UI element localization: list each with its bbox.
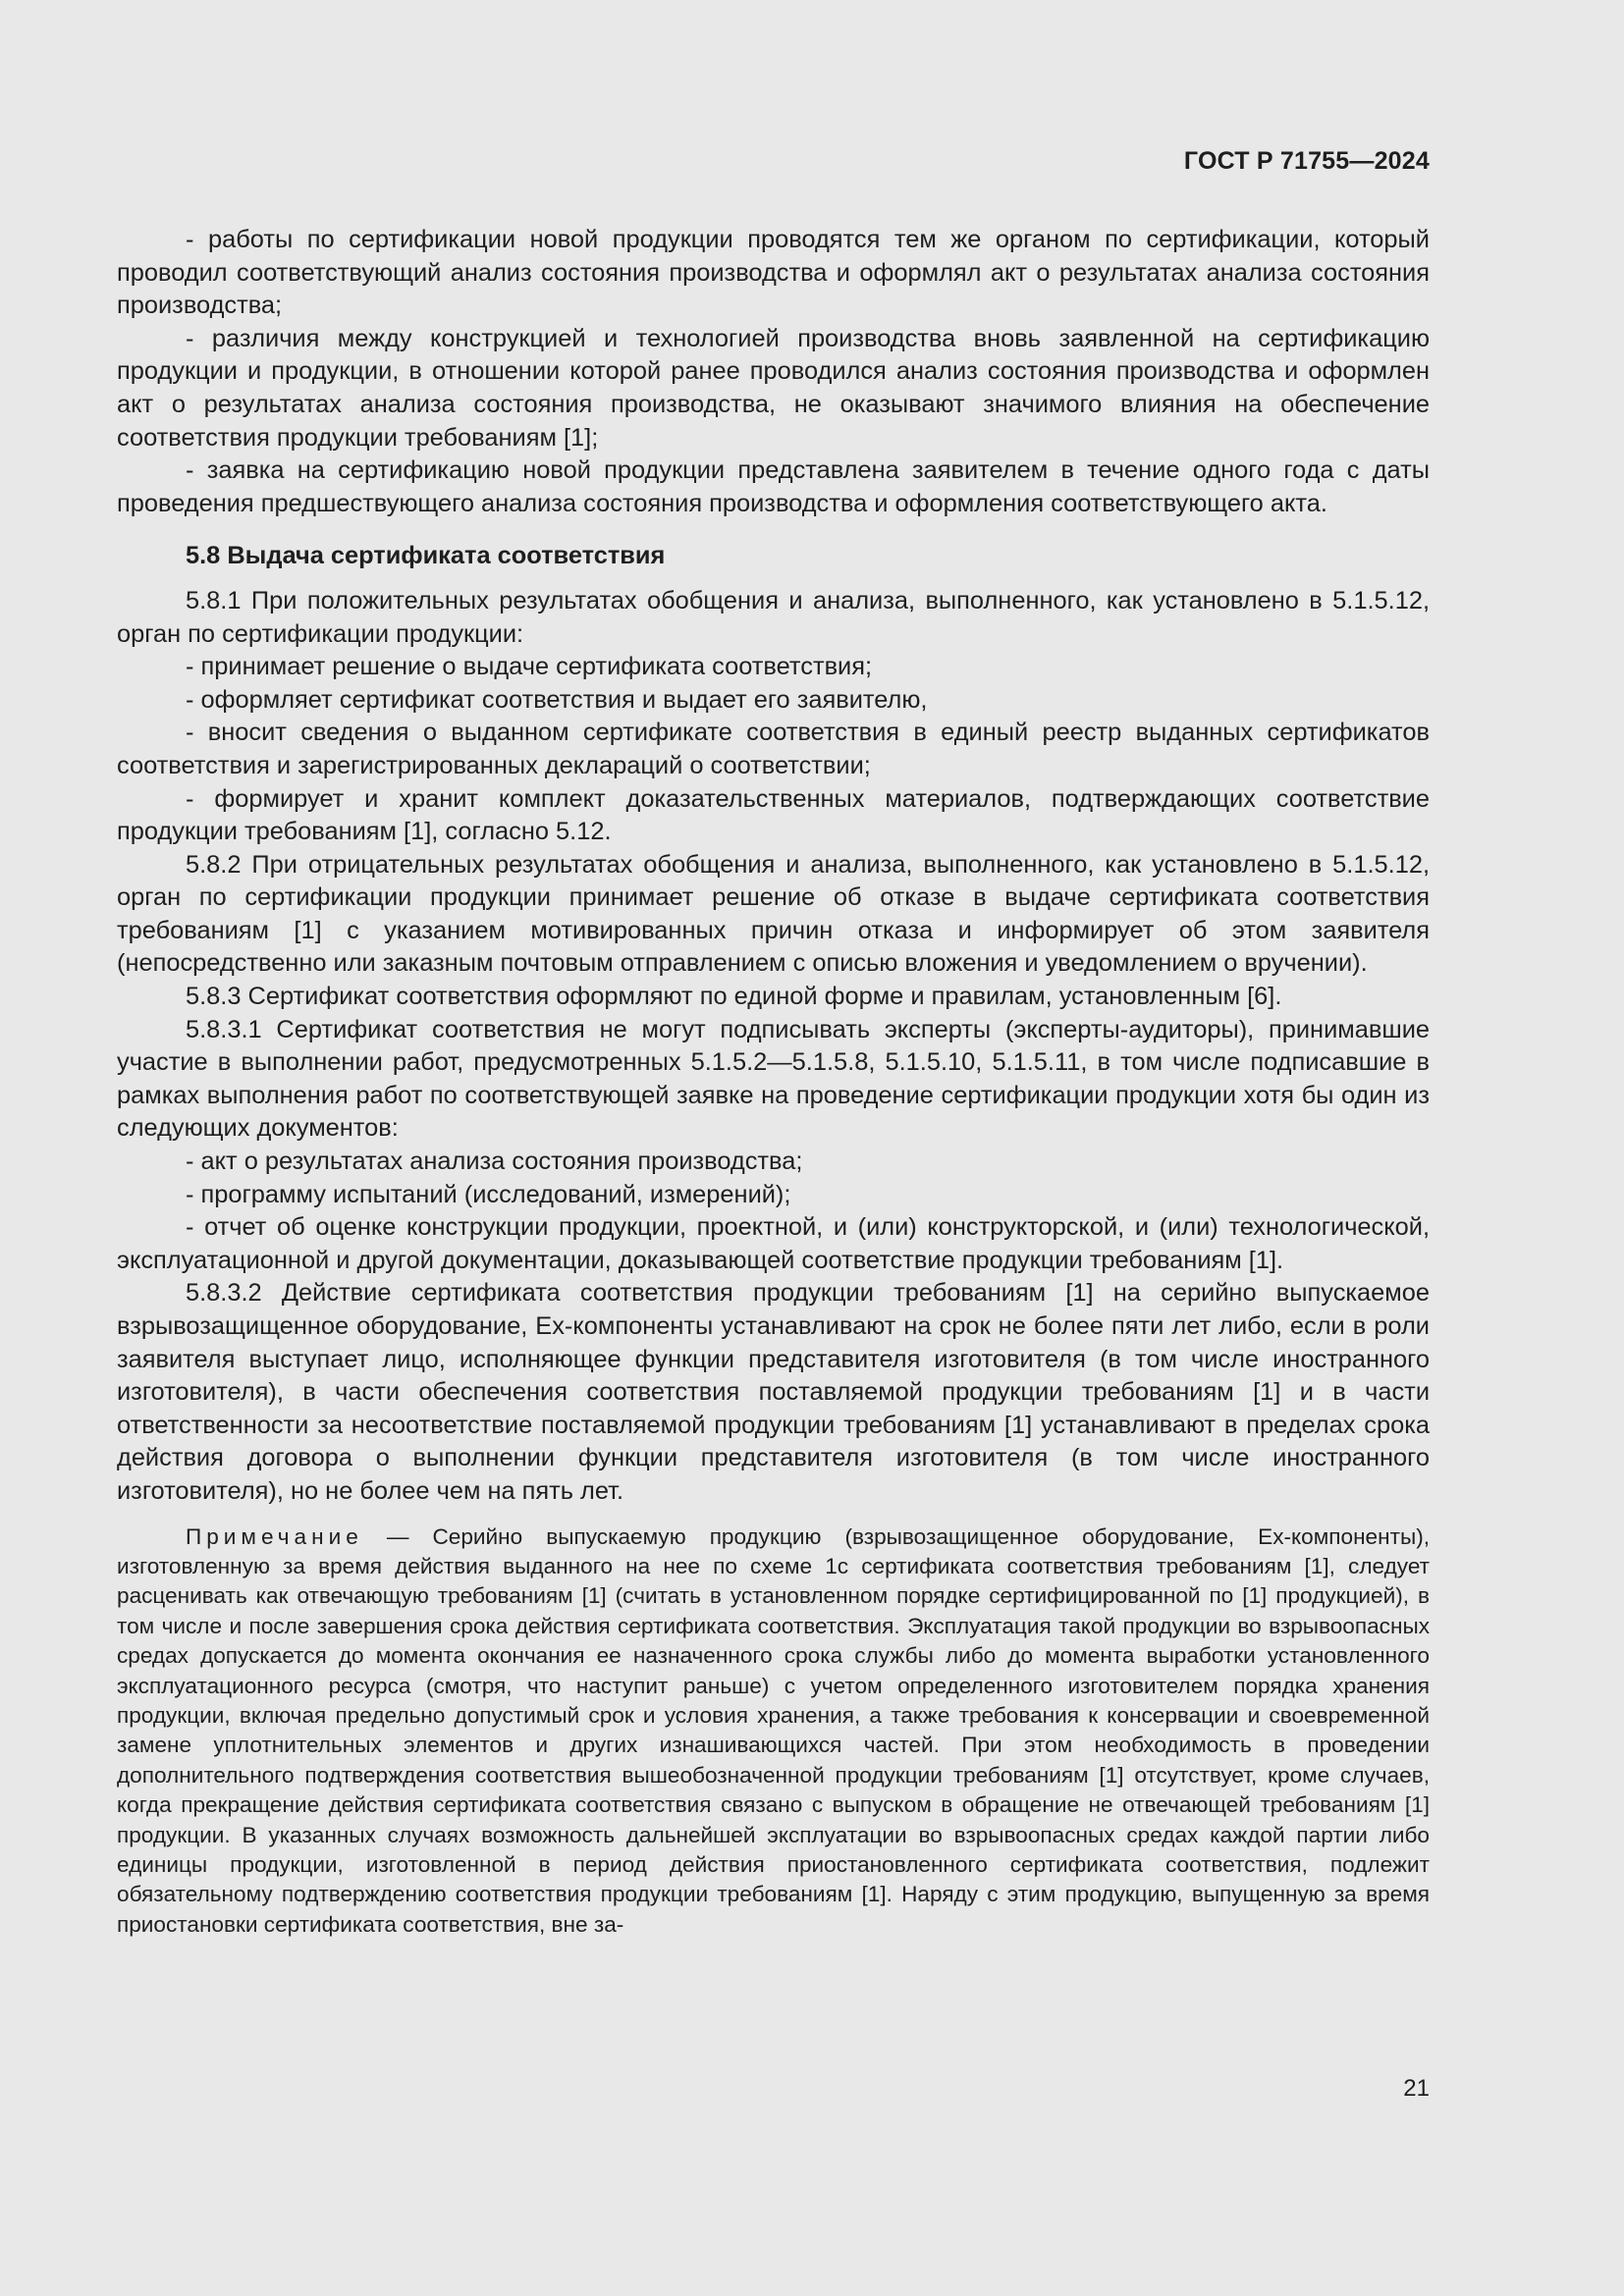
paragraph-5-8-1: 5.8.1 При положительных результатах обобщения и анализа, выполненного, как установлено в 5.1.5.12, орган по сертификации продукции: [117,586,1430,648]
standard-header: ГОСТ Р 71755—2024 [1183,147,1430,175]
page-content [117,224,1430,1940]
paragraph-5-8-3: 5.8.3 Сертификат соответствия оформляют по единой форме и правилам, установленным [6]. [186,983,1282,1011]
section-title-5-8: 5.8 Выдача сертификата соответствия [186,542,666,570]
note-text: — Серийно выпускаемую продукцию (взрывозащищенное оборудование, Ex-компоненты), изготовленную за время действия выданного на нее по схеме 1с сертификата соответствия требованиям [1], следует расценивать как отвечающую требованиям [1] (считать в установленном порядке сертифицированной по [1] продукцией), в том числе и после завершения срока действия сертификата соответствия. Эксплуатация такой продукции во взрывоопасных средах допускается до момента окончания ее назначенного срока службы либо до момента выработки установленного эксплуатационного ресурса (смотря, что наступит раньше) с учетом определенного изготовителем порядка хранения продукции, включая предельно допустимый срок и условия хранения, а также требования к консервации и своевременной замене уплотнительных элементов и других изнашивающихся частей. При этом необходимость в проведении дополнительного подтверждения соответствия вышеобозначенной продукции требованиям [1] отсутствует, кроме случаев, когда прекращение действия сертификата соответствия связано с выпуском в обращение не отвечающей требованиям [1] продукции. В указанных случаях возможность дальнейшей эксплуатации во взрывоопасных средах каждой партии либо единицы продукции, изготовленной в период действия приостановленного сертификата соответствия, подлежит обязательному подтверждению соответствия продукции требованиям [1]. Наряду с этим продукцию, выпущенную за время приостановки сертификата соответствия, вне за- [117,1523,1430,1937]
note-label: Примечание [186,1523,363,1549]
bullet-application-within-year: - заявка на сертификацию новой продукции представлена заявителем в течение одного года с даты проведения предшествующего анализа состояния производства и оформления соответствующего акта. [117,456,1430,517]
paragraph-5-8-3-2: 5.8.3.2 Действие сертификата соответствия продукции требованиям [1] на серийно выпускаемое взрывозащищенное оборудование, Ex-компоненты устанавливают на срок не более пяти лет либо, если в роли заявителя выступает лицо, исполняющее функции представителя изготовителя (в том числе иностранного изготовителя), в части обеспечения соответствия поставляемой продукции требованиям [1] и в части ответственности за несоответствие поставляемой продукции требованиям [1] устанавливают в пределах срока действия договора о выполнении функции представителя изготовителя (в том числе иностранного изготовителя), но не более чем на пять лет. [117,1279,1430,1505]
bullet-5-8-1-registry: - вносит сведения о выданном сертификате соответствия в единый реестр выданных сертификатов соответствия и зарегистрированных деклараций о соответствии; [117,719,1430,779]
paragraph-5-8-3-1: 5.8.3.1 Сертификат соответствия не могут подписывать эксперты (эксперты-аудиторы), принимавшие участие в выполнении работ, предусмотренных 5.1.5.2—5.1.5.8, 5.1.5.10, 5.1.5.11, в том числе подписавшие в рамках выполнения работ по соответствующей заявке на проведение сертификации продукции хотя бы один из следующих документов: [117,1015,1430,1143]
bullet-5-8-3-1-report: - отчет об оценке конструкции продукции, проектной, и (или) конструкторской, и (или) технологической, эксплуатационной и другой документации, доказывающей соответствие продукции требованиям [1]. [117,1213,1430,1274]
page-number: 21 [1403,2075,1430,2102]
bullet-5-8-3-1-act: - акт о результатах анализа состояния производства; [186,1148,803,1176]
bullet-same-certification-body: - работы по сертификации новой продукции проводятся тем же органом по сертификации, который проводил соответствующий анализ состояния производства и оформлял акт о результатах анализа состояния производства; [117,226,1430,320]
bullet-5-8-1-decision: - принимает решение о выдаче сертификата соответствия; [186,653,873,681]
bullet-design-differences: - различия между конструкцией и технологией производства вновь заявленной на сертификацию продукции и продукции, в отношении которой ранее проводился анализ состояния производства и оформлен акт о результатах анализа состояния производства, не оказывают значимого влияния на обеспечение соответствия продукции требованиям [1]; [117,324,1430,452]
bullet-5-8-3-1-program: - программу испытаний (исследований, измерений); [186,1180,791,1208]
bullet-5-8-1-issue: - оформляет сертификат соответствия и выдает его заявителю, [186,685,928,714]
paragraph-5-8-2: 5.8.2 При отрицательных результатах обобщения и анализа, выполненного, как установлено в 5.1.5.12, орган по сертификации продукции принимает решение об отказе в выдаче сертификата соответствия требованиям [1] с указанием мотивированных причин отказа и информирует об этом заявителя (непосредственно или заказным почтовым отправлением с описью вложения и уведомлением о вручении). [117,850,1430,978]
note-paragraph [117,1522,1430,1941]
bullet-5-8-1-evidence: - формирует и хранит комплект доказательственных материалов, подтверждающих соответствие продукции требованиям [1], согласно 5.12. [117,784,1430,846]
